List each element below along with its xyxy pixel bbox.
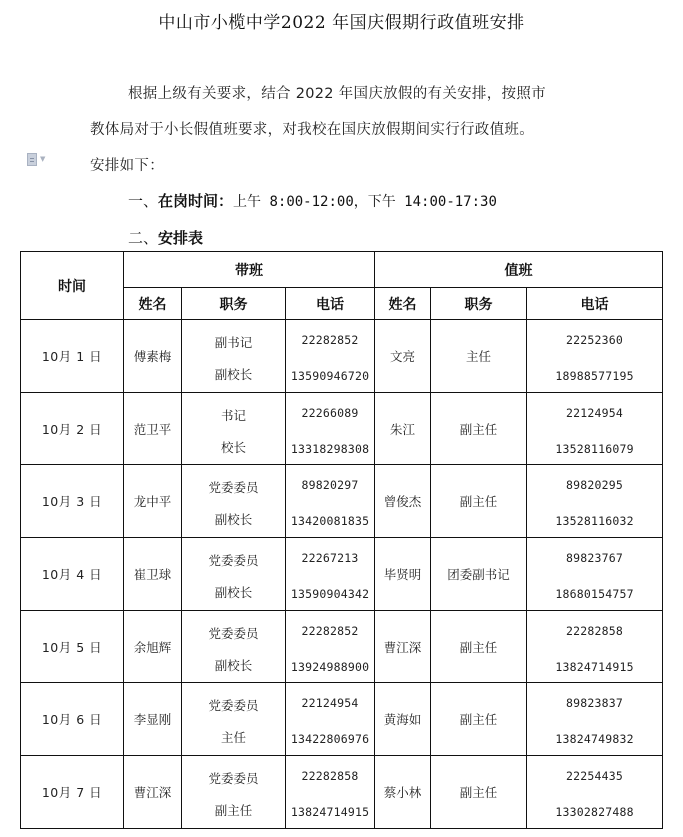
duty-phone-1: 22282858 (566, 623, 624, 638)
duty-phone-2: 13824714915 (555, 659, 634, 674)
lead-position-cell (182, 610, 286, 683)
lead-position-1: 党委委员 (208, 625, 259, 641)
lead-phone-2: 13318298308 (290, 441, 370, 456)
header-lead-position: 职务 (182, 288, 286, 320)
duty-phone-1: 22124954 (566, 405, 624, 420)
lead-position-2: 主任 (220, 730, 246, 746)
date-cell: 10月 4 日 (21, 538, 124, 611)
duty-phone-2: 13824749832 (555, 732, 634, 747)
duty-name-cell: 文亮 (375, 320, 431, 393)
duty-phone-cell (527, 538, 663, 611)
document-title: 中山市小榄中学2022 年国庆假期行政值班安排 (158, 13, 525, 33)
duty-position-cell: 副主任 (431, 756, 527, 829)
header-duty-phone: 电话 (527, 288, 663, 320)
lead-position-2: 副校长 (214, 512, 253, 528)
section-on-duty-hours (128, 190, 497, 211)
date-cell: 10月 1 日 (21, 320, 124, 393)
duty-phone-2: 13528116079 (555, 441, 634, 456)
lead-position-cell (182, 465, 286, 538)
lead-phone-1: 22267213 (301, 550, 359, 565)
lead-position-2: 副主任 (214, 802, 253, 818)
lead-position-1: 党委委员 (208, 552, 259, 568)
duty-position-cell: 团委副书记 (431, 538, 527, 611)
dropdown-caret-icon: ▼ (40, 155, 46, 163)
duty-phone-1: 22252360 (566, 332, 624, 347)
duty-phone-2: 13528116032 (555, 514, 634, 529)
header-duty-position: 职务 (431, 288, 527, 320)
duty-name-cell: 蔡小林 (375, 756, 431, 829)
section-1-prefix: 一、 (128, 192, 159, 210)
section-1-label: 在岗时间： (158, 192, 234, 210)
header-lead-name: 姓名 (124, 288, 182, 320)
duty-position-cell: 副主任 (431, 392, 527, 465)
duty-phone-1: 89823767 (566, 550, 624, 565)
lead-position-cell (182, 756, 286, 829)
lead-phone-2: 13590946720 (290, 368, 370, 383)
document-paste-options-icon (27, 153, 37, 166)
duty-phone-2: 18680154757 (555, 586, 634, 601)
duty-position-cell: 副主任 (431, 610, 527, 683)
lead-phone-2: 13824714915 (290, 804, 370, 819)
intro-paragraph-line-3: 安排如下： (90, 158, 164, 174)
duty-name-cell: 曾俊杰 (375, 465, 431, 538)
lead-phone-cell (286, 610, 375, 683)
header-duty-group: 值班 (375, 252, 663, 288)
lead-name-cell: 曹江深 (124, 756, 182, 829)
duty-position-cell: 副主任 (431, 683, 527, 756)
lead-position-1: 党委委员 (208, 698, 259, 714)
intro-paragraph-line-1: 根据上级有关要求，结合 2022 年国庆放假的有关安排，按照市 (128, 86, 546, 102)
table-header-row-group (21, 252, 663, 288)
lead-phone-1: 22282858 (301, 768, 359, 783)
lead-phone-1: 89820297 (301, 478, 359, 493)
lead-phone-cell (286, 392, 375, 465)
lead-position-cell (182, 683, 286, 756)
table-row (21, 683, 663, 756)
lead-phone-1: 22266089 (301, 405, 359, 420)
duty-name-cell: 朱江 (375, 392, 431, 465)
lead-name-cell: 范卫平 (124, 392, 182, 465)
header-lead-phone: 电话 (286, 288, 375, 320)
table-row (21, 756, 663, 829)
lead-phone-cell (286, 538, 375, 611)
table-row (21, 392, 663, 465)
lead-name-cell: 崔卫球 (124, 538, 182, 611)
lead-phone-2: 13422806976 (290, 732, 370, 747)
table-row (21, 465, 663, 538)
lead-position-2: 副校长 (214, 366, 253, 382)
lead-position-2: 副校长 (214, 584, 253, 600)
lead-position-1: 党委委员 (208, 480, 259, 496)
lead-phone-1: 22282852 (301, 623, 359, 638)
duty-name-cell: 毕贤明 (375, 538, 431, 611)
header-lead-group: 带班 (124, 252, 375, 288)
lead-name-cell: 傅素梅 (124, 320, 182, 393)
lead-phone-2: 13924988900 (290, 659, 370, 674)
paste-options-button[interactable] (27, 152, 53, 166)
table-row (21, 320, 663, 393)
duty-phone-1: 89820295 (566, 478, 624, 493)
lead-phone-cell (286, 756, 375, 829)
lead-phone-cell (286, 683, 375, 756)
lead-phone-2: 13590904342 (290, 586, 370, 601)
date-cell: 10月 6 日 (21, 683, 124, 756)
date-cell: 10月 5 日 (21, 610, 124, 683)
date-cell: 10月 2 日 (21, 392, 124, 465)
section-2-prefix: 二、 (128, 229, 159, 247)
lead-name-cell: 李显刚 (124, 683, 182, 756)
lead-phone-1: 22282852 (301, 332, 359, 347)
lead-position-1: 书记 (220, 407, 246, 423)
lead-phone-1: 22124954 (301, 696, 359, 711)
duty-phone-1: 89823837 (566, 696, 624, 711)
table-row (21, 610, 663, 683)
table-row (21, 538, 663, 611)
header-time: 时间 (21, 252, 124, 320)
duty-phone-cell (527, 683, 663, 756)
header-duty-name: 姓名 (375, 288, 431, 320)
date-cell: 10月 3 日 (21, 465, 124, 538)
lead-position-cell (182, 320, 286, 393)
duty-position-cell: 主任 (431, 320, 527, 393)
section-1-value: 上午 8:00-12:00，下午 14:00-17:30 (233, 194, 497, 210)
lead-name-cell: 余旭辉 (124, 610, 182, 683)
duty-name-cell: 曹江深 (375, 610, 431, 683)
lead-position-cell (182, 392, 286, 465)
duty-phone-cell (527, 610, 663, 683)
intro-paragraph-line-2: 教体局对于小长假值班要求，对我校在国庆放假期间实行行政值班。 (90, 122, 534, 138)
lead-name-cell: 龙中平 (124, 465, 182, 538)
lead-position-1: 副书记 (214, 334, 253, 350)
date-cell: 10月 7 日 (21, 756, 124, 829)
duty-schedule-table (20, 251, 663, 829)
lead-position-2: 校长 (220, 439, 246, 455)
lead-position-2: 副校长 (214, 657, 253, 673)
lead-phone-cell (286, 320, 375, 393)
lead-phone-cell (286, 465, 375, 538)
duty-phone-cell (527, 392, 663, 465)
section-schedule-table (128, 227, 203, 248)
duty-phone-2: 13302827488 (555, 804, 634, 819)
duty-phone-cell (527, 756, 663, 829)
section-2-label: 安排表 (158, 229, 204, 247)
lead-phone-2: 13420081835 (290, 514, 370, 529)
duty-position-cell: 副主任 (431, 465, 527, 538)
lead-position-1: 党委委员 (208, 770, 259, 786)
duty-phone-2: 18988577195 (555, 368, 634, 383)
duty-phone-cell (527, 320, 663, 393)
lead-position-cell (182, 538, 286, 611)
duty-phone-1: 22254435 (566, 768, 624, 783)
duty-name-cell: 黄海如 (375, 683, 431, 756)
duty-phone-cell (527, 465, 663, 538)
